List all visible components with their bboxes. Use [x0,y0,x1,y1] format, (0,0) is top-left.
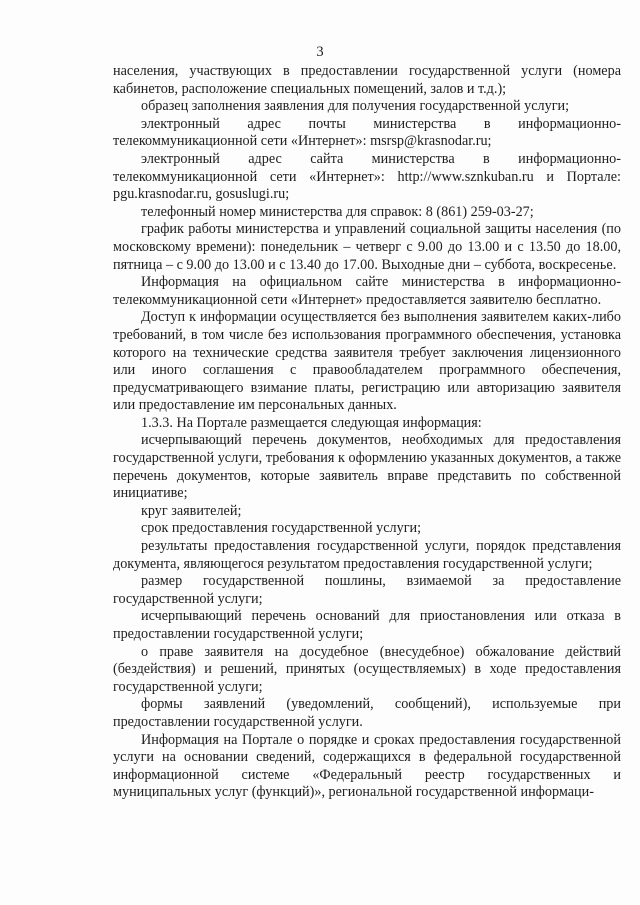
paragraph: круг заявителей; [141,502,242,519]
paragraph: формы заявлений (уведомлений, сообщений), используемые при предоставлении государственной услуги. [113,696,621,730]
paragraph: Информация на Портале о порядке и сроках предоставления государственной услуги на основании сведений, содержащихся в федеральной государственной информационной системе «Федеральный реестр государственных и муниципальных услуг (функций)», региональной государственной информаци- [113,731,621,801]
paragraph: результаты предоставления государственной услуги, порядок представления документа, являющегося результатом предоставления государственной услуги; [113,538,621,572]
paragraph: исчерпывающий перечень документов, необходимых для предоставления государственной услуги, требования к оформлению указанных документов, а также перечень документов, которые заявитель вправе представить по собственной инициативе; [113,432,621,502]
paragraph: размер государственной пошлины, взимаемой за предоставление государственной услуги; [113,573,621,607]
body-text [113,63,621,802]
paragraph: электронный адрес сайта министерства в информационно-телекоммуникационной сети «Интернет»: http://www.sznkuban.ru и Портале: pgu.krasnodar.ru, gosuslugi.ru; [113,150,621,203]
paragraph: о праве заявителя на досудебное (внесудебное) обжалование действий (бездействия) и решений, принятых (осуществляемых) в ходе предоставления государственной услуги; [113,643,621,695]
paragraph: исчерпывающий перечень оснований для приостановления или отказа в предоставлении государственной услуги; [113,608,621,642]
page-number: 3 [316,44,324,60]
paragraph: срок предоставления государственной услуги; [141,520,422,537]
paragraph: электронный адрес почты министерства в информационно-телекоммуникационной сети «Интернет»: msrsp@krasnodar.ru; [113,115,621,150]
paragraph: Информация на официальном сайте министерства в информационно-телекоммуникационной сети «Интернет» предоставляется заявителю бесплатно. [113,274,621,308]
paragraph: телефонный номер министерства для справок: 8 (861) 259-03-27; [141,203,534,220]
paragraph: 1.3.3. На Портале размещается следующая информация: [141,414,482,431]
paragraph: Доступ к информации осуществляется без выполнения заявителем каких-либо требований, в том числе без использования программного обеспечения, установка которого на технические средства заявителя требует заключения лицензионного или иного соглашения с правообладателем программного обеспечения, предусматривающего взимание платы, регистрацию или авторизацию заявителя или предоставление им персональных данных. [113,309,621,414]
paragraph: образец заполнения заявления для получения государственной услуги; [141,98,570,115]
paragraph: график работы министерства и управлений социальной защиты населения (по московскому времени): понедельник – четверг с 9.00 до 13.00 и с 13.50 до 18.00, пятница – с 9.00 до 13.00 и с 13.40 до 17.00. Выходные дни – суббота, воскресенье. [113,221,621,273]
paragraph: населения, участвующих в предоставлении государственной услуги (номера кабинетов, расположение специальных помещений, залов и т.д.); [113,63,621,97]
